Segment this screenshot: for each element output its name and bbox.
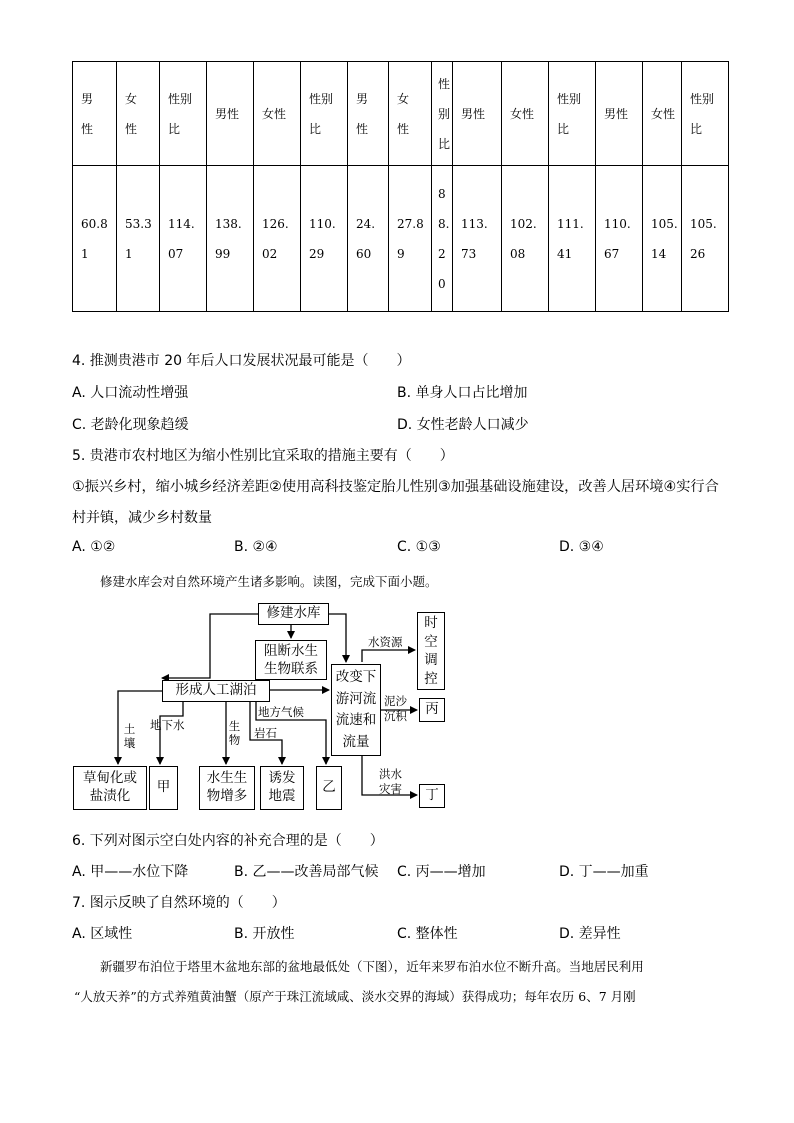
table-cell: 126.02 [254,166,301,312]
q7-option-b[interactable]: B. 开放性 [234,926,295,942]
diagram-box-earthquake: 诱发地震 [260,766,304,810]
diagram-box-yi: 乙 [316,766,342,810]
q4-option-a[interactable]: A. 人口流动性增强 [72,385,189,401]
diagram-label-biology: 生物 [228,719,241,747]
q6-option-c[interactable]: C. 丙——增加 [397,864,486,880]
table-header-cell: 男性 [207,62,254,166]
reservoir-intro: 修建水库会对自然环境产生诸多影响。读图，完成下面小题。 [100,574,438,589]
lopnur-intro-line-2: “人放天养”的方式养殖黄油蟹（原产于珠江流域咸、淡水交界的海域）获得成功；每年农历 6、7 月刚 [74,989,636,1004]
table-cell: 110.67 [596,166,643,312]
table-header-cell: 男性 [73,62,117,166]
table-cell: 60.81 [73,166,117,312]
diagram-box-artificial-lake: 形成人工湖泊 [162,680,270,702]
q5-option-b[interactable]: B. ②④ [234,539,278,555]
diagram-box-block-links: 阻断水生生物联系 [255,640,327,680]
table-header-cell: 女性 [254,62,301,166]
diagram-label-rock: 岩石 [254,726,277,740]
table-header-cell: 女性 [643,62,682,166]
diagram-label-soil: 土壤 [123,722,136,750]
table-header-cell: 男性 [348,62,389,166]
table-header-cell: 性别比 [301,62,348,166]
diagram-box-build-reservoir: 修建水库 [258,603,329,625]
table-cell: 24.60 [348,166,389,312]
diagram-label-water-resources: 水资源 [368,635,403,649]
q4-stem: 4. 推测贵港市 20 年后人口发展状况最可能是（ ） [72,353,411,369]
diagram-label-flood: 洪水灾害 [379,767,402,796]
table-header-cell: 女性 [389,62,432,166]
q7-stem: 7. 图示反映了自然环境的（ ） [72,895,286,911]
table-cell: 113.73 [453,166,502,312]
q6-option-d[interactable]: D. 丁——加重 [559,864,649,880]
q4-option-b[interactable]: B. 单身人口占比增加 [397,385,528,401]
table-cell: 105.26 [682,166,729,312]
q5-stem: 5. 贵港市农村地区为缩小性别比宜采取的措施主要有（ ） [72,448,454,464]
q7-option-a[interactable]: A. 区域性 [72,926,133,942]
diagram-label-groundwater: 地下水 [150,718,185,732]
q6-option-a[interactable]: A. 甲——水位下降 [72,864,189,880]
q6-stem: 6. 下列对图示空白处内容的补充合理的是（ ） [72,833,384,849]
table-header-cell: 性别比 [682,62,729,166]
diagram-label-local-climate: 地方气候 [258,705,304,719]
diagram-box-aquatic-increase: 水生生物增多 [199,766,255,810]
table-header-cell: 性别比 [549,62,596,166]
diagram-box-ding: 丁 [419,784,445,808]
table-cell: 138.99 [207,166,254,312]
table-header-cell: 女性 [117,62,160,166]
q5-option-c[interactable]: C. ①③ [397,539,441,555]
table-header-cell: 男性 [596,62,643,166]
diagram-label-silt: 泥沙沉积 [384,694,407,723]
table-cell: 88.20 [432,166,453,312]
table-cell: 114.07 [160,166,207,312]
table-cell: 102.08 [502,166,549,312]
table-header-cell: 男性 [453,62,502,166]
diagram-box-salinization: 草甸化或盐渍化 [73,766,147,810]
q4-option-c[interactable]: C. 老龄化现象趋缓 [72,417,189,433]
diagram-box-jia: 甲 [149,766,178,810]
q7-option-d[interactable]: D. 差异性 [559,926,621,942]
table-cell: 27.89 [389,166,432,312]
table-header-cell: 女性 [502,62,549,166]
q6-option-b[interactable]: B. 乙——改善局部气候 [234,864,379,880]
table-cell: 105.14 [643,166,682,312]
diagram-box-downstream-change: 改变下游河流流速和流量 [331,664,381,756]
table-cell: 110.29 [301,166,348,312]
q5-option-d[interactable]: D. ③④ [559,539,604,555]
q5-option-a[interactable]: A. ①② [72,539,116,555]
table-cell: 111.41 [549,166,596,312]
q5-statement-line-2: 村并镇，减少乡村数量 [72,510,212,526]
diagram-box-time-space: 时空调控 [417,612,445,690]
table-cell: 53.31 [117,166,160,312]
q4-option-d[interactable]: D. 女性老龄人口减少 [397,417,529,433]
table-header-cell: 性别比 [160,62,207,166]
q5-statement-line-1: ①振兴乡村，缩小城乡经济差距②使用高科技鉴定胎儿性别③加强基础设施建设，改善人居环境④实行合 [72,479,719,495]
diagram-box-bing: 丙 [419,698,445,722]
q7-option-c[interactable]: C. 整体性 [397,926,458,942]
lopnur-intro-line-1: 新疆罗布泊位于塔里木盆地东部的盆地最低处（下图），近年来罗布泊水位不断升高。当地居民利用 [100,959,644,974]
table-header-cell: 性别比 [432,62,453,166]
